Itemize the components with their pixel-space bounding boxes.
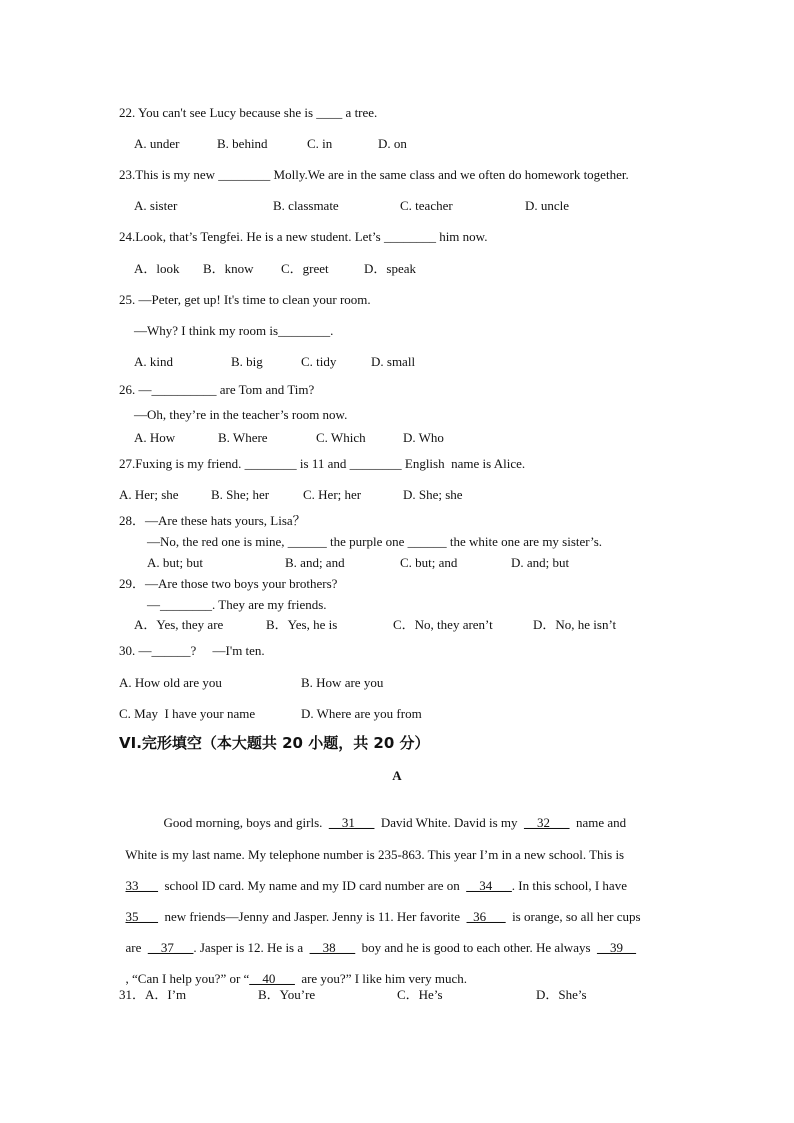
q26-option-c: C. Which — [316, 430, 366, 445]
blank-36: _36___ — [466, 909, 506, 924]
q24-option-c: C．greet — [281, 261, 329, 276]
q24-option-b: B．know — [203, 261, 254, 276]
q27-option-a: A. Her; she — [119, 487, 179, 502]
q23-stem: 23.This is my new ________ Molly.We are in the same class and we often do homework together. — [119, 167, 629, 182]
blank-39: __39__ — [597, 940, 637, 955]
q31-option-d: D．She’s — [536, 987, 587, 1002]
blank-31: __31___ — [328, 815, 375, 830]
blank-40: __40___ — [249, 971, 295, 986]
q25-option-d: D. small — [371, 354, 416, 369]
q28-stem: 28．—Are these hats yours, Lisa？ — [119, 513, 306, 528]
q30-option-a: A. How old are you — [119, 675, 222, 690]
q23-option-b: B. classmate — [273, 198, 339, 213]
q22-stem: 22. You can't see Lucy because she is ____ a tree. — [119, 105, 378, 120]
q28-option-b: B. and; and — [285, 555, 345, 570]
q31-option-c: C．He’s — [397, 987, 443, 1002]
q24-stem: 24.Look, that’s Tengfei. He is a new student. Let’s ________ him now. — [119, 229, 488, 244]
q29-option-a: A．Yes, they are — [134, 617, 224, 632]
q23-option-d: D. uncle — [525, 198, 570, 213]
passage-line-4: 35___ new friends—Jenny and Jasper. Jenny is 11. Her favorite _36___ is orange, so all her cups — [125, 909, 641, 924]
q25-option-b: B. big — [231, 354, 263, 369]
q31-option-a: 31．A．I’m — [119, 987, 187, 1002]
passage-line-2: White is my last name. My telephone number is 235-863. This year I’m in a new school. This is — [125, 847, 625, 862]
q29-reply: —________. They are my friends. — [147, 597, 327, 612]
blank-35: 35___ — [125, 909, 158, 924]
q30-stem: 30. —______? —I'm ten. — [119, 643, 265, 658]
q29-option-b: B．Yes, he is — [266, 617, 338, 632]
q27-option-b: B. She; her — [211, 487, 270, 502]
passage-line-5: are __37___. Jasper is 12. He is a __38___ boy and he is good to each other. He always __39__ — [125, 940, 637, 955]
q30-option-b: B. How are you — [301, 675, 384, 690]
q23-option-a: A. sister — [134, 198, 178, 213]
q26-stem: 26. —__________ are Tom and Tim? — [119, 382, 315, 397]
q26-option-d: D. Who — [403, 430, 444, 445]
q23-option-c: C. teacher — [400, 198, 453, 213]
q29-option-c: C．No, they aren’t — [393, 617, 493, 632]
q26-reply: —Oh, they’re in the teacher’s room now. — [134, 407, 348, 422]
q28-reply: —No, the red one is mine, ______ the purple one ______ the white one are my sister’s. — [147, 534, 603, 549]
passage-line-3: 33___ school ID card. My name and my ID card number are on __34___. In this school, I have — [125, 878, 627, 893]
passage-line-6: , “Can I help you?” or “__40___ are you?” I like him very much. — [125, 971, 467, 986]
section-title: VI.完形填空（本大题共 20 小题，共 20 分） — [119, 734, 430, 752]
q30-option-d: D. Where are you from — [301, 706, 422, 721]
q22-option-d: D. on — [378, 136, 407, 151]
q25-reply: —Why? I think my room is________. — [134, 323, 334, 338]
q28-option-c: C. but; and — [400, 555, 458, 570]
q27-stem: 27.Fuxing is my friend. ________ is 11 and ________ English name is Alice. — [119, 456, 526, 471]
q22-option-b: B. behind — [217, 136, 268, 151]
blank-33: 33___ — [125, 878, 158, 893]
q24-option-a: A．look — [134, 261, 180, 276]
q24-option-d: D．speak — [364, 261, 416, 276]
passage-line-1: Good morning, boys and girls. __31___ David White. David is my __32___ name and — [163, 815, 627, 830]
q29-stem: 29．—Are those two boys your brothers? — [119, 576, 338, 591]
blank-37: __37___ — [147, 940, 194, 955]
blank-32: __32___ — [524, 815, 570, 830]
q25-stem: 25. —Peter, get up! It's time to clean your room. — [119, 292, 371, 307]
q30-option-c: C. May I have your name — [119, 706, 256, 721]
q25-option-c: C. tidy — [301, 354, 337, 369]
q27-option-c: C. Her; her — [303, 487, 362, 502]
q28-option-d: D. and; but — [511, 555, 570, 570]
q27-option-d: D. She; she — [403, 487, 463, 502]
blank-38: __38___ — [309, 940, 356, 955]
q22-option-a: A. under — [134, 136, 180, 151]
q28-option-a: A. but; but — [147, 555, 203, 570]
q29-option-d: D．No, he isn’t — [533, 617, 617, 632]
q31-option-b: B．You’re — [258, 987, 316, 1002]
q22-option-c: C. in — [307, 136, 333, 151]
q26-option-a: A. How — [134, 430, 176, 445]
q26-option-b: B. Where — [218, 430, 268, 445]
part-label: A — [392, 768, 402, 783]
q25-option-a: A. kind — [134, 354, 173, 369]
blank-34: __34___ — [466, 878, 512, 893]
